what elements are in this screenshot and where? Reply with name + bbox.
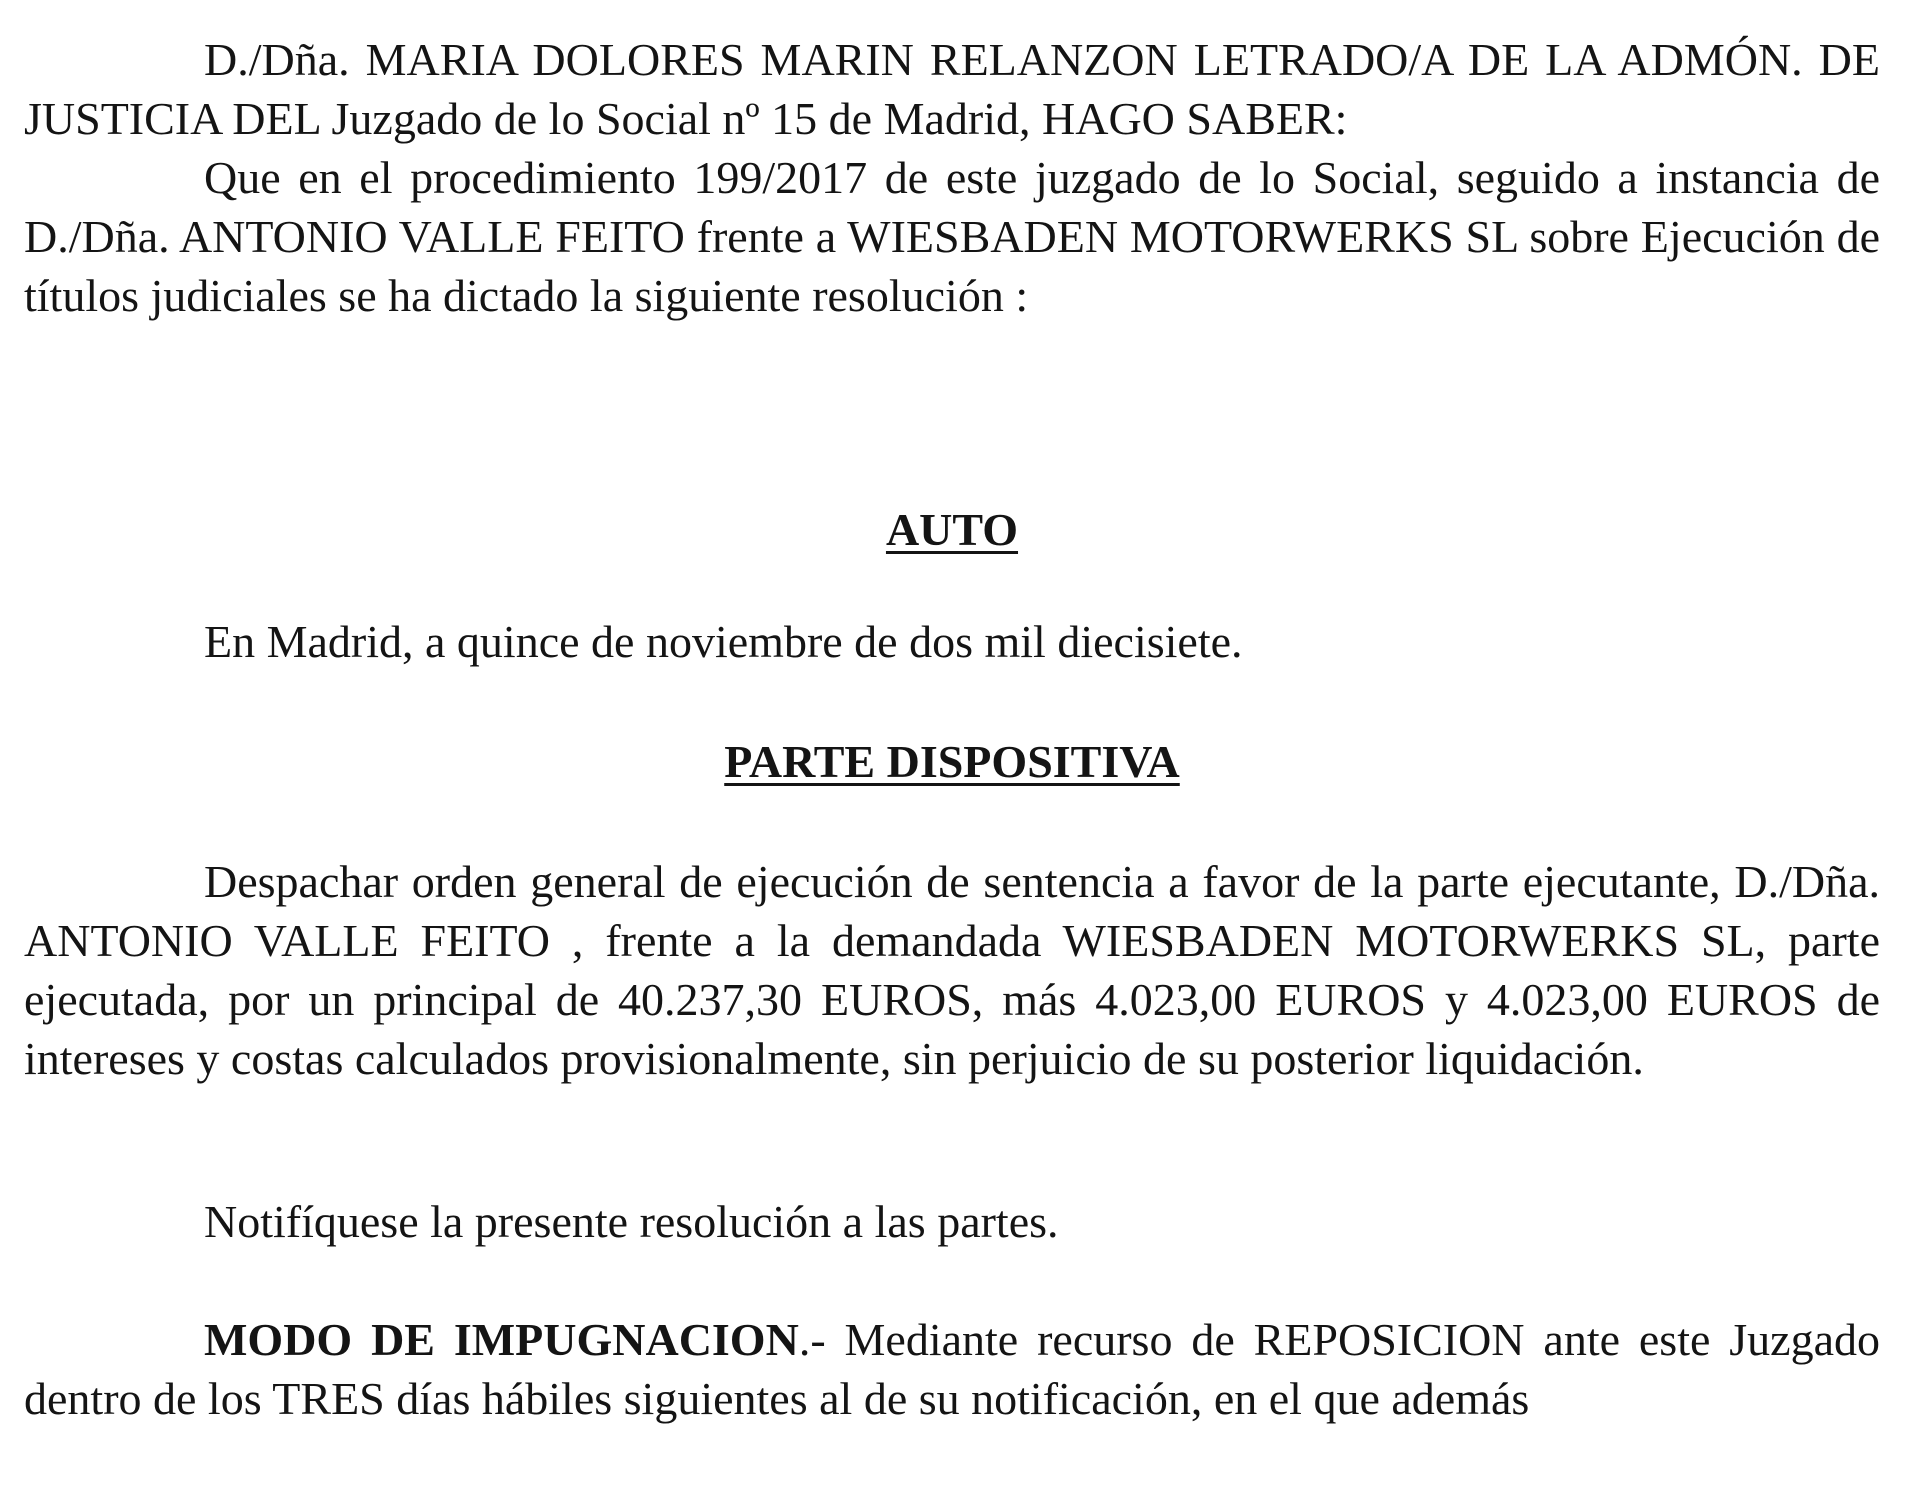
modo-impugnacion-lead: MODO DE IMPUGNACION — [204, 1314, 799, 1365]
auto-heading: AUTO — [885, 504, 1019, 555]
date-paragraph: En Madrid, a quince de noviembre de dos mil diecisiete. — [204, 616, 1243, 667]
modo-impugnacion-paragraph — [24, 1310, 1880, 1428]
modo-impugnacion-text: .- Mediante recurso de REPOSICION ante este Juzgado dentro de los TRES días hábiles siguientes al de su notificación, en el que además — [24, 1314, 1880, 1424]
notificacion-paragraph: Notifíquese la presente resolución a las partes. — [204, 1196, 1059, 1247]
parte-dispositiva-heading: PARTE DISPOSITIVA — [724, 736, 1180, 787]
intro-paragraph: D./Dña. MARIA DOLORES MARIN RELANZON LETRADO/A DE LA ADMÓN. DE JUSTICIA DEL Juzgado de lo Social nº 15 de Madrid, HAGO SABER: — [24, 34, 1880, 144]
despachar-paragraph: Despachar orden general de ejecución de sentencia a favor de la parte ejecutante, D./Dña. ANTONIO VALLE FEITO , frente a la demandada WIESBADEN MOTORWERKS SL, parte ejecutada, por un principal de 40.237,30 EUROS, más 4.023,00 EUROS y 4.023,00 EUROS de intereses y costas calculados provisionalmente, sin perjuicio de su posterior liquidación. — [24, 856, 1880, 1084]
procedure-paragraph: Que en el procedimiento 199/2017 de este juzgado de lo Social, seguido a instancia de D./Dña. ANTONIO VALLE FEITO frente a WIESBADEN MOTORWERKS SL sobre Ejecución de títulos judiciales se ha dictado la siguiente resolución : — [24, 152, 1880, 321]
